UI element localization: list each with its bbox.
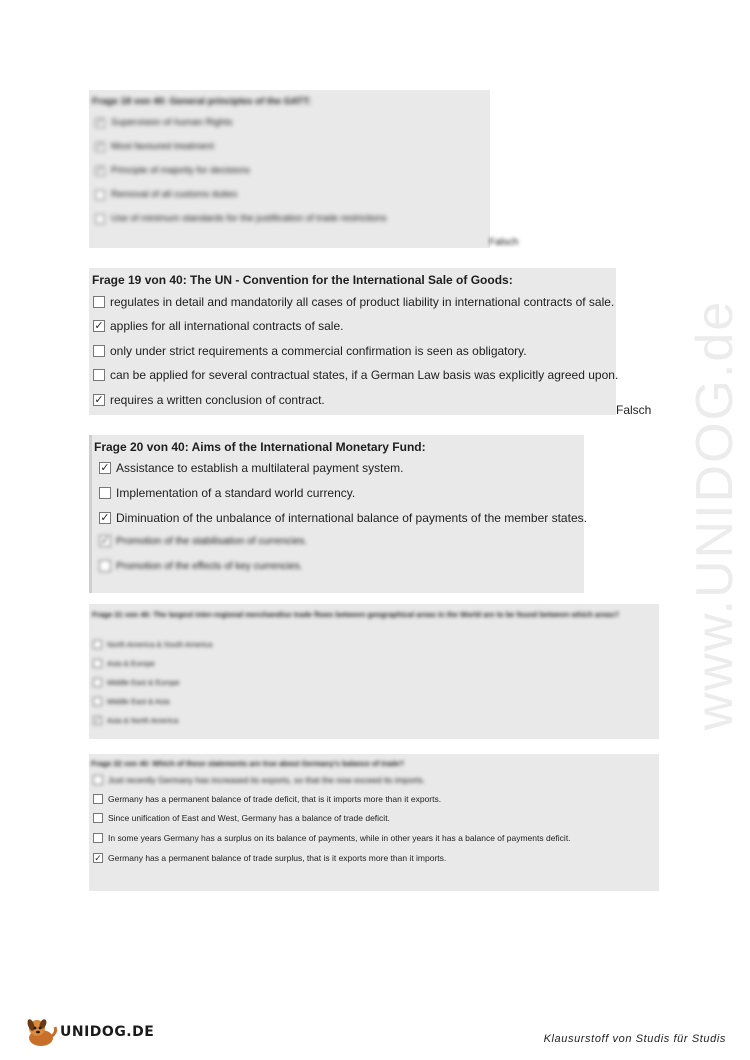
checkmark-icon: ✓ bbox=[96, 117, 104, 127]
checkmark-icon: ✓ bbox=[94, 393, 104, 406]
answer-option[interactable] bbox=[99, 560, 303, 572]
checkmark-icon: ✓ bbox=[100, 534, 110, 547]
checkbox[interactable] bbox=[95, 166, 105, 176]
checkbox[interactable] bbox=[93, 369, 105, 381]
answer-text: Asia & Europe bbox=[107, 659, 155, 668]
answer-text: Implementation of a standard world currency. bbox=[116, 486, 356, 500]
answer-option[interactable] bbox=[95, 141, 214, 152]
checkbox[interactable] bbox=[93, 697, 102, 706]
answer-text: Most favoured treatment bbox=[111, 141, 214, 152]
answer-text: Promotion of the stabilisation of currencies. bbox=[116, 535, 308, 547]
answer-text: Supervision of human Rights bbox=[111, 117, 233, 128]
question-card-20 bbox=[89, 435, 587, 593]
answer-option[interactable] bbox=[93, 697, 170, 706]
checkbox[interactable] bbox=[93, 853, 103, 863]
checkbox[interactable] bbox=[99, 462, 111, 474]
answer-option[interactable] bbox=[99, 535, 307, 547]
checkbox[interactable] bbox=[93, 320, 105, 332]
answer-option[interactable] bbox=[93, 794, 441, 804]
answer-option[interactable] bbox=[95, 117, 232, 128]
answer-option[interactable] bbox=[95, 213, 387, 224]
answer-text: Diminuation of the unbalance of international balance of payments of the member states. bbox=[116, 511, 587, 525]
answer-option[interactable] bbox=[99, 461, 403, 475]
watermark: www.UNIDOG.de bbox=[686, 299, 744, 731]
checkbox[interactable] bbox=[93, 794, 103, 804]
answer-text: Since unification of East and West, Germany has a balance of trade deficit. bbox=[108, 813, 390, 823]
checkbox[interactable] bbox=[99, 487, 111, 499]
answer-option[interactable] bbox=[93, 813, 390, 823]
answer-text: Asia & North America bbox=[107, 716, 179, 725]
answer-option[interactable] bbox=[93, 319, 343, 333]
answer-text: Promotion of the effects of key currencies. bbox=[116, 560, 303, 572]
checkbox[interactable] bbox=[95, 118, 105, 128]
question-card-22 bbox=[89, 754, 659, 891]
answer-option[interactable] bbox=[93, 640, 212, 649]
answer-option[interactable] bbox=[93, 716, 178, 725]
checkmark-icon: ✓ bbox=[100, 511, 110, 524]
answer-text: Germany has a permanent balance of trade deficit, that is it imports more than it exports. bbox=[108, 794, 442, 804]
answer-text: regulates in detail and mandatorily all cases of product liability in international contracts of sale. bbox=[110, 295, 615, 309]
site-logo[interactable] bbox=[24, 1016, 154, 1048]
question-card-19 bbox=[89, 268, 619, 415]
answer-text: Middle East & Europe bbox=[107, 678, 180, 687]
answer-option[interactable] bbox=[93, 853, 446, 863]
question-card-18 bbox=[89, 90, 490, 248]
question-title: Frage 18 von 40: General principles of the GATT: bbox=[92, 96, 311, 107]
checkbox[interactable] bbox=[99, 560, 111, 572]
checkbox[interactable] bbox=[99, 535, 111, 547]
answer-option[interactable] bbox=[95, 165, 250, 176]
checkmark-icon: ✓ bbox=[94, 715, 101, 725]
answer-option[interactable] bbox=[93, 393, 325, 407]
answer-text: Just recently Germany has increased its exports, so that the now exceed its imports. bbox=[108, 775, 426, 785]
checkbox[interactable] bbox=[99, 512, 111, 524]
answer-text: North America & South America bbox=[107, 640, 213, 649]
checkbox[interactable] bbox=[95, 190, 105, 200]
answer-option[interactable] bbox=[99, 511, 587, 525]
checkbox[interactable] bbox=[93, 716, 102, 725]
answer-text: requires a written conclusion of contract. bbox=[110, 393, 325, 407]
logo-text: UNIDOG.DE bbox=[60, 1024, 155, 1040]
answer-text: Use of minimum standards for the justification of trade restrictions bbox=[111, 213, 387, 224]
question-title: Frage 20 von 40: Aims of the International Monetary Fund: bbox=[94, 440, 426, 454]
checkmark-icon: ✓ bbox=[96, 141, 104, 151]
checkbox[interactable] bbox=[93, 394, 105, 406]
question-card-21 bbox=[89, 604, 659, 739]
answer-option[interactable] bbox=[95, 189, 237, 200]
checkmark-icon: ✓ bbox=[94, 852, 102, 863]
answer-option[interactable] bbox=[93, 775, 425, 785]
answer-text: only under strict requirements a commercial confirmation is seen as obligatory. bbox=[110, 344, 527, 358]
checkbox[interactable] bbox=[93, 775, 103, 785]
answer-option[interactable] bbox=[93, 295, 614, 309]
answer-text: Principle of majority for decisions bbox=[111, 165, 250, 176]
checkbox[interactable] bbox=[93, 640, 102, 649]
answer-text: applies for all international contracts of sale. bbox=[110, 319, 344, 333]
answer-option[interactable] bbox=[93, 833, 571, 843]
answer-option[interactable] bbox=[93, 368, 618, 382]
checkbox[interactable] bbox=[93, 345, 105, 357]
question-title: Frage 21 von 40: The largest inter-regional merchandise trade flows between geographical areas in the World are to be found between which areas? bbox=[92, 610, 620, 619]
answer-option[interactable] bbox=[93, 678, 180, 687]
checkbox[interactable] bbox=[93, 678, 102, 687]
answer-text: In some years Germany has a surplus on its balance of payments, while in other years it has a balance of payments deficit. bbox=[108, 833, 571, 843]
checkbox[interactable] bbox=[95, 214, 105, 224]
answer-option[interactable] bbox=[93, 659, 155, 668]
verdict-label: Falsch bbox=[616, 403, 652, 417]
footer-tagline: Klausurstoff von Studis für Studis bbox=[543, 1033, 726, 1045]
answer-text: Germany has a permanent balance of trade surplus, that is it exports more than it imports. bbox=[108, 853, 447, 863]
answer-text: Assistance to establish a multilateral payment system. bbox=[116, 461, 404, 475]
verdict-label: Falsch bbox=[489, 237, 519, 248]
answer-text: Removal of all customs duties bbox=[111, 189, 238, 200]
checkbox[interactable] bbox=[93, 813, 103, 823]
answer-text: Middle East & Asia bbox=[107, 697, 170, 706]
question-title: Frage 22 von 40: Which of these statements are true about Germany's balance of trade? bbox=[91, 759, 405, 768]
answer-option[interactable] bbox=[99, 486, 355, 500]
dog-logo-icon bbox=[24, 1016, 58, 1048]
checkbox[interactable] bbox=[95, 142, 105, 152]
question-title: Frage 19 von 40: The UN - Convention for the International Sale of Goods: bbox=[92, 273, 513, 287]
checkmark-icon: ✓ bbox=[100, 461, 110, 474]
checkbox[interactable] bbox=[93, 296, 105, 308]
answer-text: can be applied for several contractual states, if a German Law basis was explicitly agreed upon. bbox=[110, 368, 619, 382]
checkbox[interactable] bbox=[93, 833, 103, 843]
answer-option[interactable] bbox=[93, 344, 527, 358]
checkmark-icon: ✓ bbox=[94, 319, 104, 332]
checkmark-icon: ✓ bbox=[96, 165, 104, 175]
checkbox[interactable] bbox=[93, 659, 102, 668]
